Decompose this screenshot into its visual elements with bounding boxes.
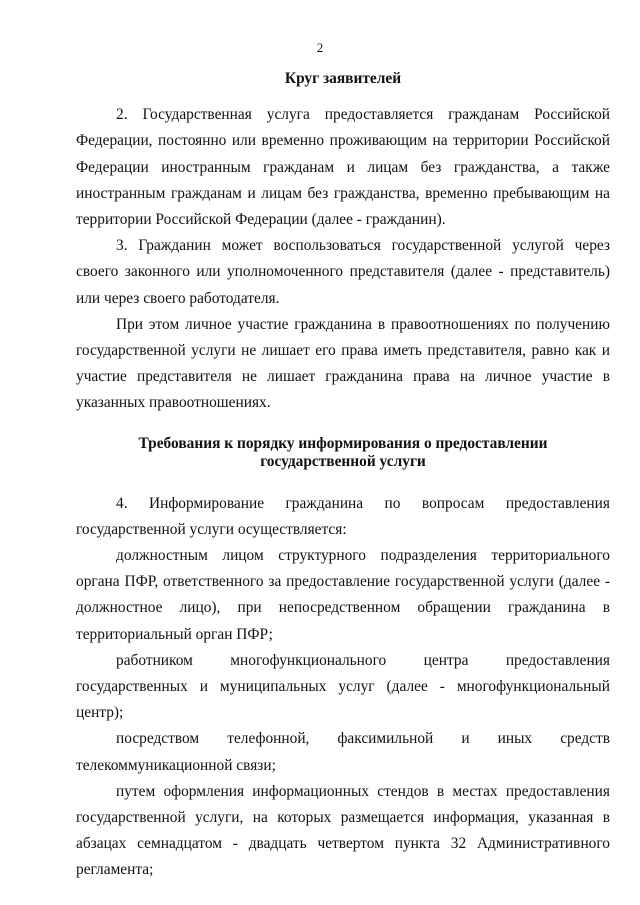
document-body	[76, 66, 610, 884]
section-heading-applicants: Круг заявителей	[284, 70, 402, 87]
paragraph-personal-participation: При этом личное участие гражданина в правоотношениях по получению государственной услуги не лишает его права иметь представителя, равно как и участие представителя не лишает гражданина права на личное участие в указанных правоотношениях.	[76, 315, 610, 412]
paragraph-4: 4. Информирование гражданина по вопросам предоставления государственной услуги осуществляется:	[76, 494, 610, 538]
paragraph-info-stands: путем оформления информационных стендов в местах предоставления государственной услуги, на которых размещается информация, указанная в абзацах семнадцатом - двадцать четвертом пункта 32 Административного регламента;	[76, 782, 610, 879]
section-heading-informing	[76, 435, 610, 471]
page-number: 2	[316, 40, 324, 55]
paragraph-2: 2. Государственная услуга предоставляется гражданам Российской Федерации, постоянно или временно проживающим на территории Российской Федерации иностранным гражданам и лицам без гражданства, а также иностранным гражданам и лицам без гражданства, временно пребывающим на территории Российской Федерации (далее - гражданин).	[76, 106, 610, 229]
paragraph-3: 3. Гражданин может воспользоваться государственной услугой через своего законного или уполномоченного представителя (далее - представитель) или через своего работодателя.	[76, 237, 610, 307]
section-heading-line-2: государственной услуги	[260, 452, 426, 470]
paragraph-official: должностным лицом структурного подразделения территориального органа ПФР, ответственного за предоставление государственной услуги (далее - должностное лицо), при непосредственном обращении гражданина в территориальный орган ПФР;	[76, 547, 610, 643]
paragraph-mfc-worker: работником многофункционального центра предоставления государственных и муниципальных услуг (далее - многофункциональный центр);	[76, 651, 610, 722]
paragraph-telecom: посредством телефонной, факсимильной и иных средств телекоммуникационной связи;	[76, 730, 610, 774]
section-heading-line-1: Требования к порядку информирования о предоставлении	[138, 434, 548, 452]
